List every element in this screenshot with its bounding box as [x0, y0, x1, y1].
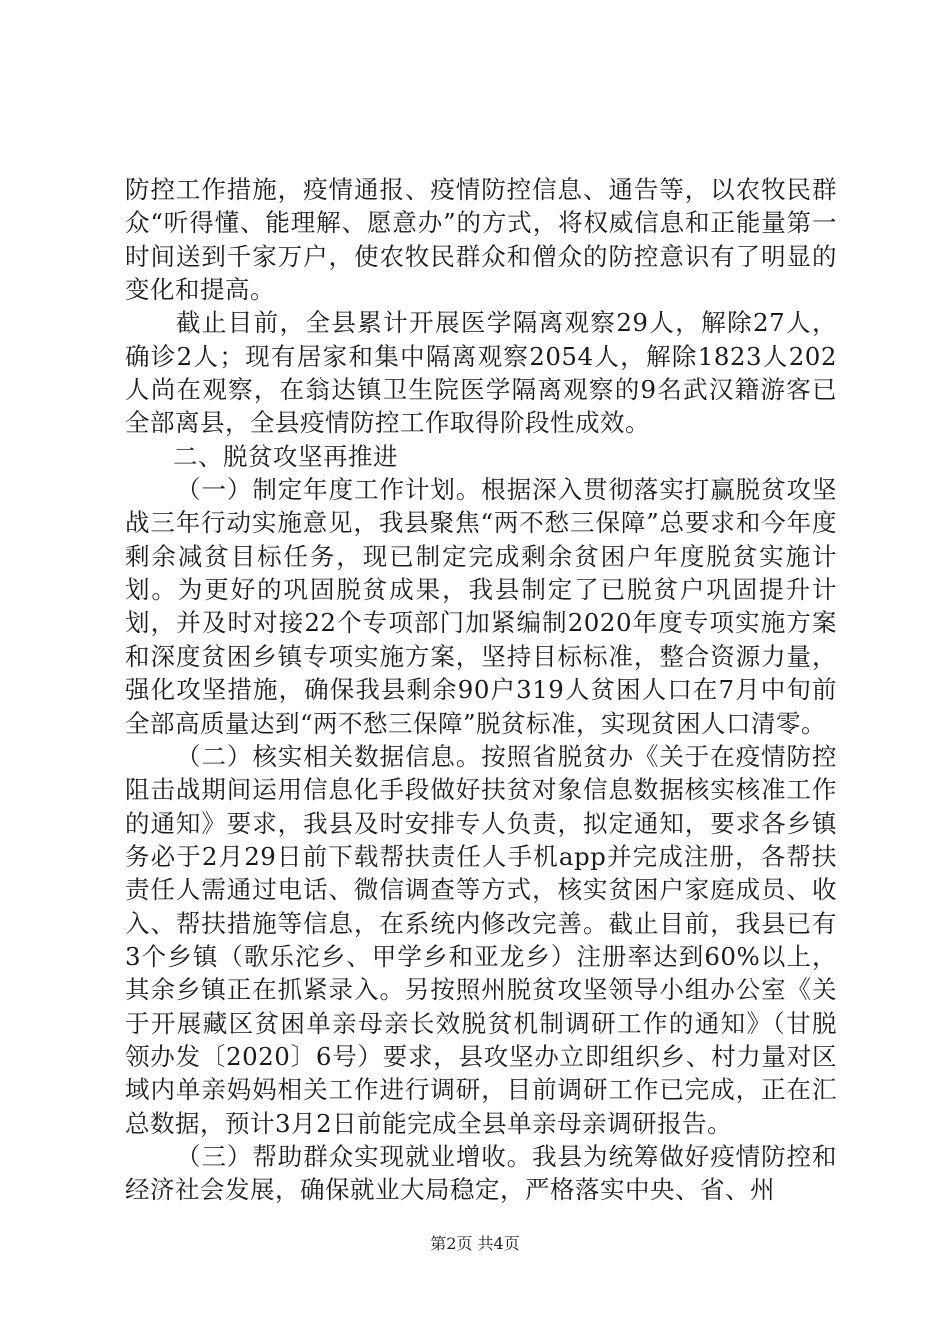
document-body [125, 173, 837, 1207]
paragraph-continuation: 防控工作措施，疫情通报、疫情防控信息、通告等，以农牧民群众“听得懂、能理解、愿意办”的方式，将权威信息和正能量第一时间送到千家万户，使农牧民群众和僧众的防控意识有了明显的变化和提高。 [125, 175, 837, 305]
paragraph-data-verification: （二）核实相关数据信息。按照省脱贫办《关于在疫情防控阻击战期间运用信息化手段做好扶贫对象信息数据核实核准工作的通知》要求，我县及时安排专人负责，拟定通知，要求各乡镇务必于2月29日前下载帮扶责任人手机app并完成注册，各帮扶责任人需通过电话、微信调查等方式，核实贫困户家庭成员、收入、帮扶措施等信息，在系统内修改完善。截止目前，我县已有3个乡镇（歌乐沱乡、甲学乡和亚龙乡）注册率达到60%以上，其余乡镇正在抓紧录入。另按照州脱贫攻坚领导小组办公室《关于开展藏区贫困单亲母亲长效脱贫机制调研工作的通知》（甘脱领办发〔2020〕6号）要求，县攻坚办立即组织乡、村力量对区域内单亲妈妈相关工作进行调研，目前调研工作已完成，正在汇总数据，预计3月2日前能完成全县单亲母亲调研报告。 [125, 741, 837, 1138]
paragraph-statistics: 截止目前，全县累计开展医学隔离观察29人，解除27人，确诊2人；现有居家和集中隔离观察2054人，解除1823人202人尚在观察，在翁达镇卫生院医学隔离观察的9名武汉籍游客已全部离县，全县疫情防控工作取得阶段性成效。 [125, 308, 837, 438]
page-number-label: 第2页 共4页 [430, 1234, 520, 1253]
section-heading-poverty-alleviation: 二、脱贫攻坚再推进 [173, 441, 398, 471]
paragraph-annual-work-plan: （一）制定年度工作计划。根据深入贯彻落实打赢脱贫攻坚战三年行动实施意见，我县聚焦“两不愁三保障”总要求和今年度剩余减贫目标任务，现已制定完成剩余贫困户年度脱贫实施计划。为更好的巩固脱贫成果，我县制定了已脱贫户巩固提升计划，并及时对接22个专项部门加紧编制2020年度专项实施方案和深度贫困乡镇专项实施方案，坚持目标标准，整合资源力量，强化攻坚措施，确保我县剩余90户319人贫困人口在7月中旬前全部高质量达到“两不愁三保障”脱贫标准，实现贫困人口清零。 [125, 475, 837, 738]
page-footer [0, 1234, 950, 1254]
paragraph-employment-income: （三）帮助群众实现就业增收。我县为统筹做好疫情防控和经济社会发展，确保就业大局稳定，严格落实中央、省、州 [125, 1141, 837, 1205]
